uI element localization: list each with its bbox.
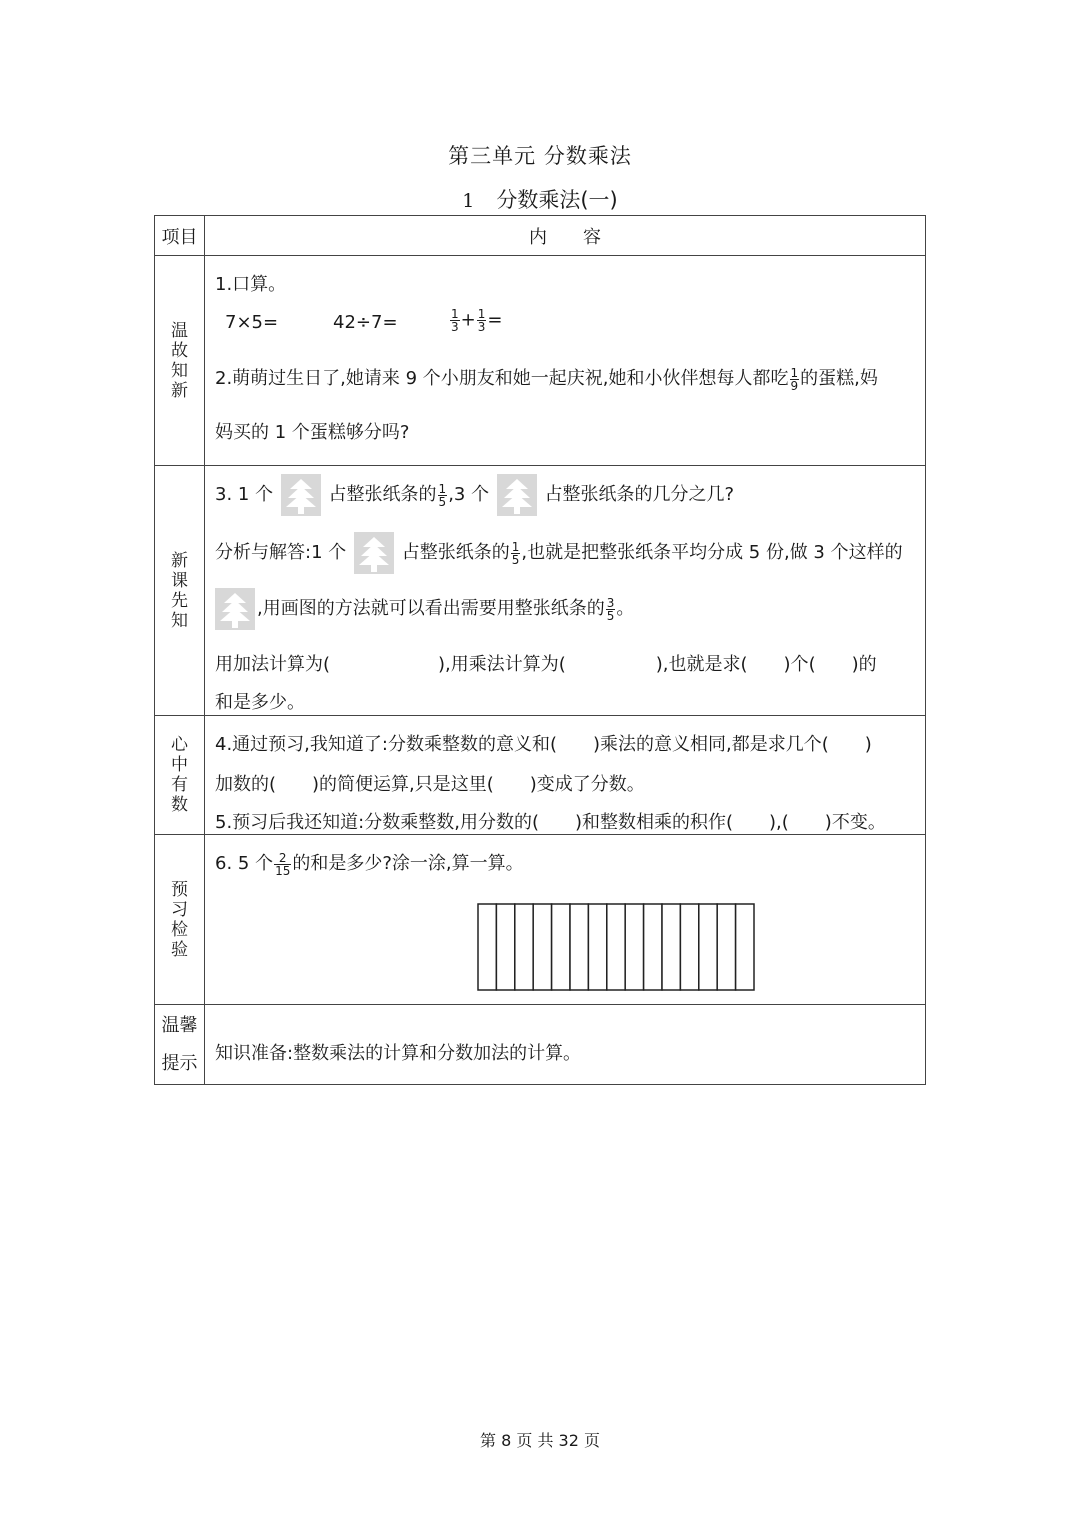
fill-line1: 用加法计算为( ),用乘法计算为( ),也就是求( )个( )的 [215,654,877,675]
strip-cell[interactable] [699,904,717,990]
strip-cell[interactable] [644,904,662,990]
tree-icon [497,474,537,516]
row-content-tips [205,1005,926,1085]
header-item: 项目 [155,216,205,256]
lesson-title: 分数乘法(一) [496,188,618,212]
calc-a: 7×5= [225,312,279,333]
row-content-mind [205,716,926,835]
tree-icon [281,474,321,516]
table-header-row [155,216,926,256]
strip-cell[interactable] [478,904,496,990]
fill-line2: 和是多少。 [215,692,305,713]
strip-cell[interactable] [625,904,643,990]
analysis-line2: ,用画图的方法就可以看出需要用整张纸条的 $\frac{3}{5}$ 。 [213,588,634,630]
fraction: $\frac{1}{5}$ [438,481,447,509]
strip-cell[interactable] [588,904,606,990]
page-title: 第三单元 分数乘法 [448,144,632,168]
strip-cell[interactable] [680,904,698,990]
tips-text: 知识准备:整数乘法的计算和分数加法的计算。 [215,1043,582,1064]
q2-line1: 2.萌萌过生日了,她请来 9 个小朋友和她一起庆祝,她和小伙伴想每人都吃 $\frac{1}{9}$ 的蛋糕,妈 [215,365,878,393]
row-mind [155,716,926,835]
q4-line2: 加数的( )的简便运算,只是这里( )变成了分数。 [215,774,645,795]
fraction: $\frac{1}{3}$ [477,307,486,334]
calc-c: $\frac{1}{3}$ + $\frac{1}{3}$ = [451,307,503,334]
fraction: $\frac{1}{9}$ [790,365,799,393]
strip-cell[interactable] [736,904,754,990]
fraction: $\frac{2}{15}$ [275,850,291,878]
row-content-check [205,835,926,1005]
row-newlesson [155,466,926,716]
q3-line: 3. 1 个 占整张纸条的 $\frac{1}{5}$ ,3 个 占整张纸条的几分之几? [215,474,734,516]
header-content: 内 容 [205,216,926,256]
lesson-number: 1 [462,190,475,212]
tree-icon [354,532,394,574]
row-tips [155,1005,926,1085]
q6-line: 6. 5 个 $\frac{2}{15}$ 的和是多少?涂一涂,算一算。 [215,850,524,878]
row-content-newlesson [205,466,926,716]
row-label-tips: 温馨 提示 [155,1005,205,1085]
q4-line1: 4.通过预习,我知道了:分数乘整数的意义和( )乘法的意义相同,都是求几个( ) [215,734,872,755]
strip-cell[interactable] [552,904,570,990]
row-warmup [155,256,926,466]
strip-cell[interactable] [496,904,514,990]
calc-b: 42÷7= [333,312,398,333]
strip-cell[interactable] [515,904,533,990]
q1-title: 1.口算。 [215,274,287,295]
worksheet-table [154,215,926,1084]
strip-cell[interactable] [570,904,588,990]
paper-strip-grid [477,903,755,991]
row-content-warmup [205,256,926,466]
q2-line2: 妈买的 1 个蛋糕够分吗? [215,422,410,443]
q5-line: 5.预习后我还知道:分数乘整数,用分数的( )和整数相乘的积作( ),( )不变。 [215,812,886,833]
row-label-warmup: 温故知新 [155,256,205,466]
analysis-line1: 分析与解答:1 个 占整张纸条的 $\frac{1}{5}$ ,也就是把整张纸条平均分成 5 份,做 3 个这样的 [215,532,903,574]
strip-cell[interactable] [717,904,735,990]
fraction: $\frac{1}{5}$ [511,539,520,567]
row-label-mind: 心中有数 [155,716,205,835]
tree-icon [215,588,255,630]
strip-cell[interactable] [662,904,680,990]
fraction: $\frac{1}{3}$ [451,307,459,334]
fraction: $\frac{3}{5}$ [606,595,615,623]
page-subtitle [0,184,1080,214]
strip-cell[interactable] [533,904,551,990]
page-footer: 第 8 页 共 32 页 [480,1431,600,1450]
row-label-check: 预习检验 [155,835,205,1005]
row-check [155,835,926,1005]
row-label-newlesson: 新课先知 [155,466,205,716]
strip-cell[interactable] [607,904,625,990]
